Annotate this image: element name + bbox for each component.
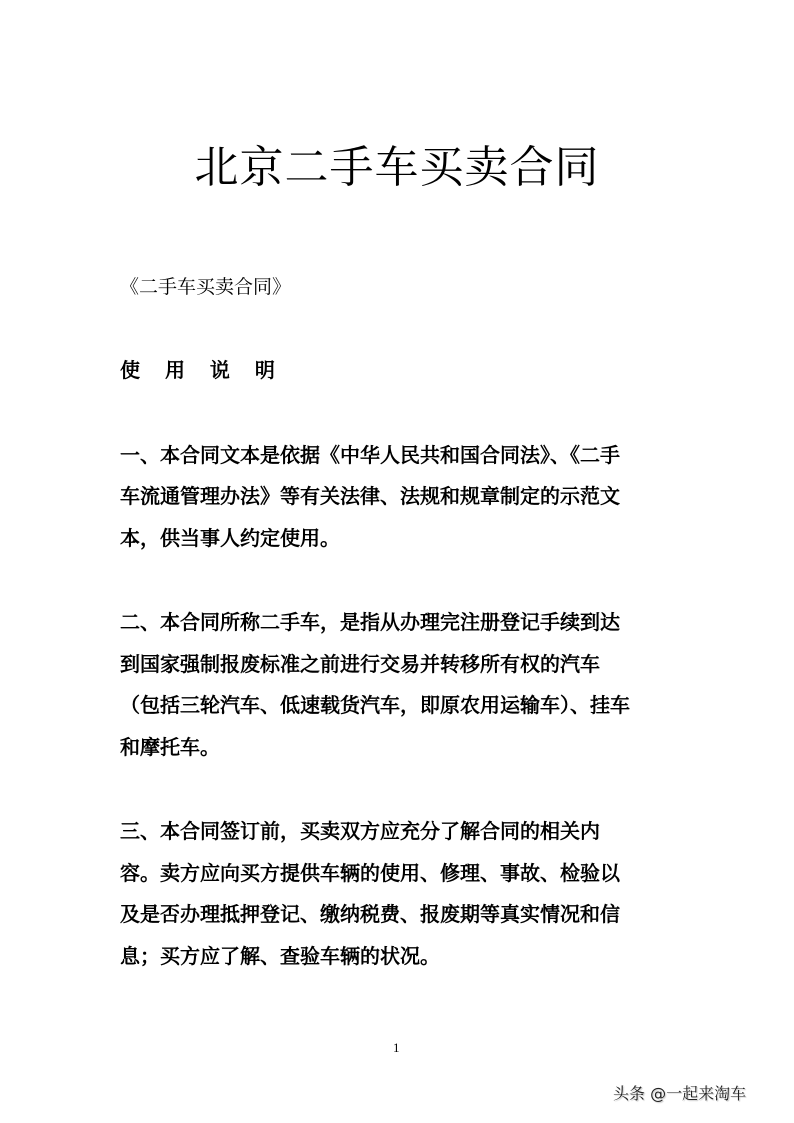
paragraph-line: 容。卖方应向买方提供车辆的使用、修理、事故、检验以 [120,861,620,885]
paragraph-line: 和摩托车。 [120,735,220,759]
paragraph-line: 一、本合同文本是依据《中华人民共和国合同法》、《二手 [120,443,620,467]
paragraph-line: （包括三轮汽车、低速载货汽车，即原农用运输车）、挂车 [120,693,630,717]
paragraph-line: 到国家强制报废标准之前进行交易并转移所有权的汽车 [120,652,600,676]
paragraph-line: 车流通管理办法》等有关法律、法规和规章制定的示范文 [120,484,620,508]
paragraph-line: 二、本合同所称二手车，是指从办理完注册登记手续到达 [120,610,620,634]
paragraph-line: 三、本合同签订前，买卖双方应充分了解合同的相关内 [120,819,600,843]
paragraph-line: 息；买方应了解、查验车辆的状况。 [120,944,440,968]
watermark: 头条 @一起来淘车 [613,1084,747,1103]
document-subtitle: 《二手车买卖合同》 [120,276,292,298]
section-heading: 使 用 说 明 [120,358,284,382]
paragraph-line: 本，供当事人约定使用。 [120,526,340,550]
document-title: 北京二手车买卖合同 [194,142,600,193]
page-number: 1 [393,1040,400,1055]
paragraph-line: 及是否办理抵押登记、缴纳税费、报废期等真实情况和信 [120,902,620,926]
